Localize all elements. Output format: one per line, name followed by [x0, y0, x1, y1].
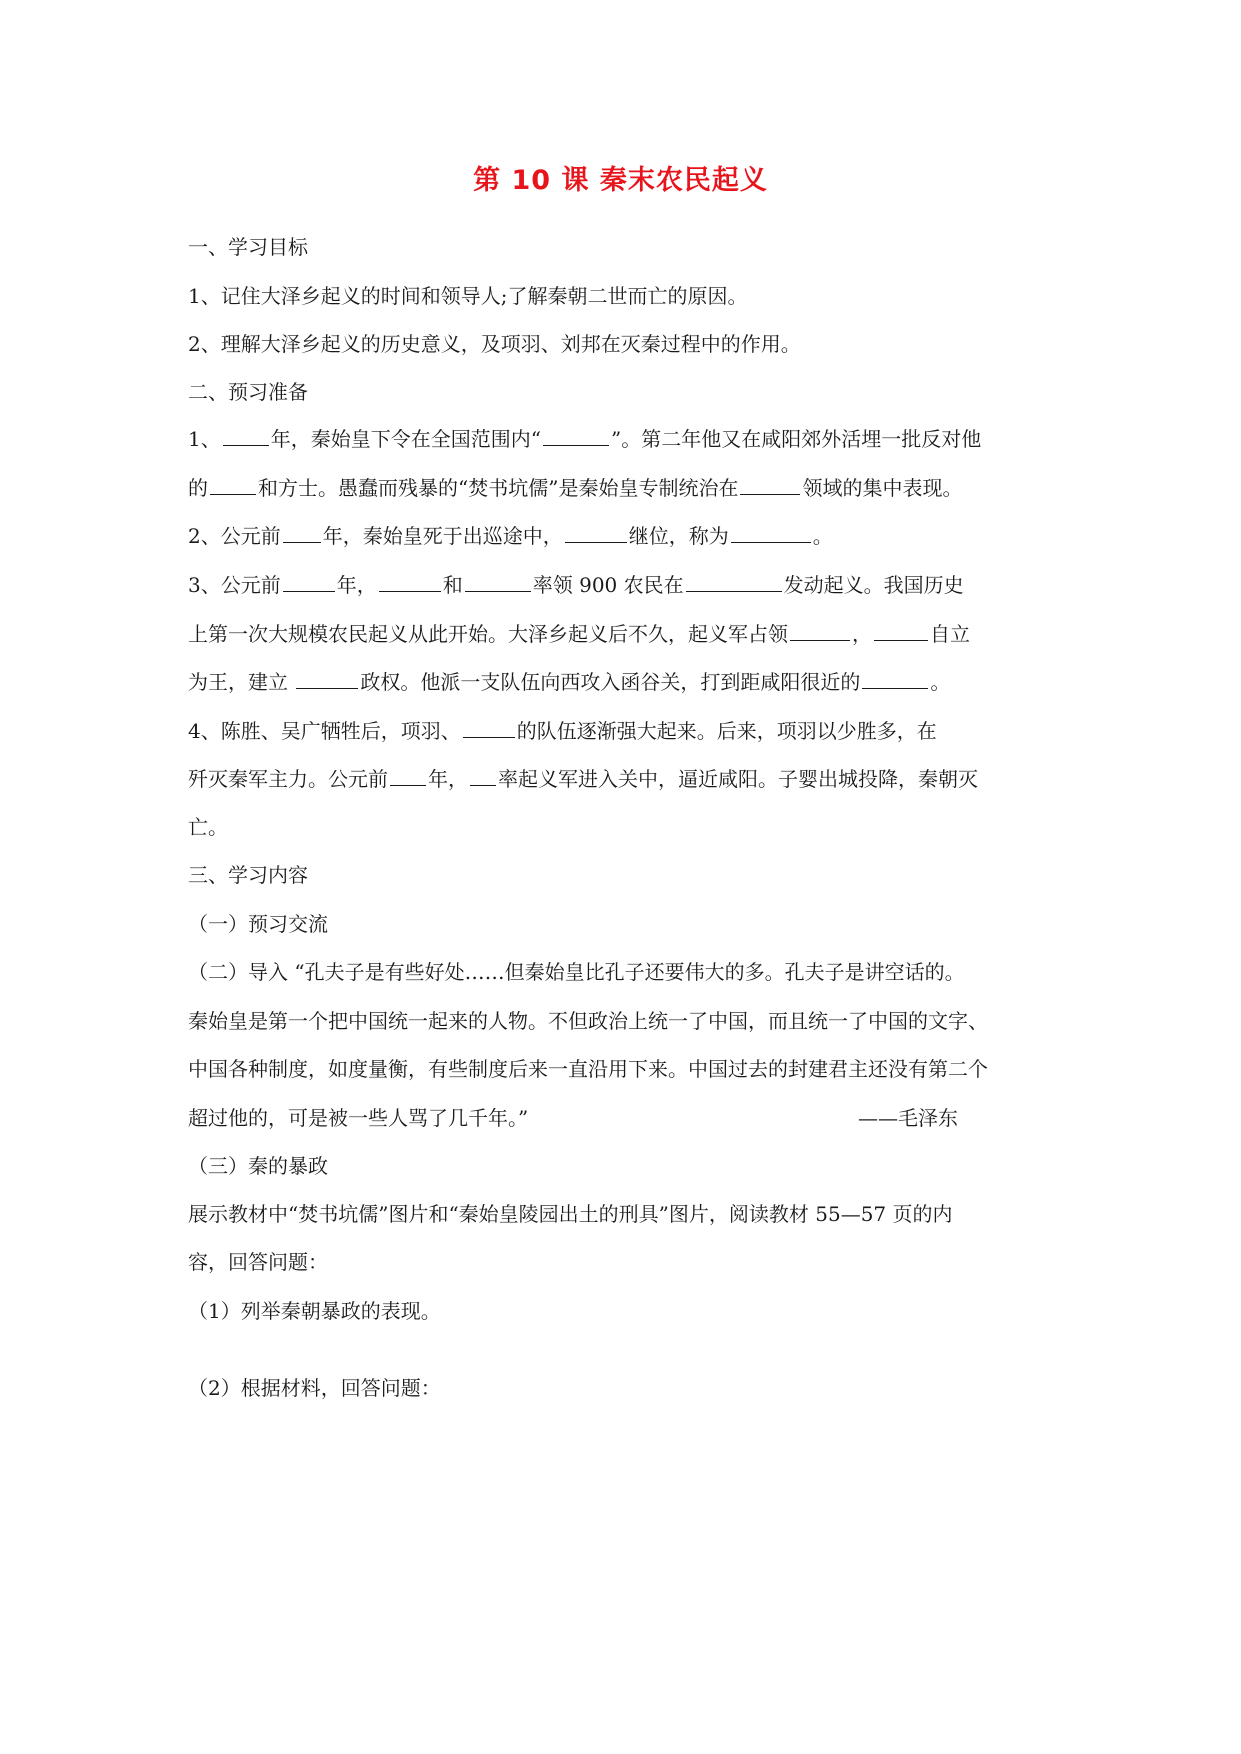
q4-text: 年，: [428, 767, 468, 791]
fill-blank[interactable]: [390, 767, 426, 786]
q4-text: 4、陈胜、吴广牺牲后，项羽、: [188, 719, 461, 743]
lesson-title: 第 10 课 秦末农民起义: [473, 165, 768, 196]
q3-text: 3、公元前: [188, 573, 281, 597]
preview-question-3-line-2: [188, 620, 970, 648]
fill-blank[interactable]: [543, 427, 609, 446]
q2-text: 继位，称为: [628, 524, 729, 548]
q4-text: 率起义军进入关中，逼近咸阳。子婴出城投降，秦朝灭: [498, 767, 978, 791]
fill-blank[interactable]: [210, 476, 256, 495]
section-heading-preview: 二、预习准备: [188, 380, 308, 404]
preview-question-1-line-1: [188, 425, 981, 453]
q3-text: ，: [852, 622, 872, 646]
fill-blank[interactable]: [470, 767, 496, 786]
content-part-2-line-1: （二）导入 “孔夫子是有些好处……但秦始皇比孔子还要伟大的多。孔夫子是讲空话的。: [188, 960, 965, 984]
fill-blank[interactable]: [463, 719, 515, 738]
content-part-1: （一）预习交流: [188, 912, 328, 936]
content-part-4-line-2: 容，回答问题：: [188, 1250, 328, 1274]
fill-blank[interactable]: [283, 524, 321, 543]
fill-blank[interactable]: [731, 524, 811, 543]
fill-blank[interactable]: [565, 524, 627, 543]
fill-blank[interactable]: [465, 573, 531, 592]
q1-text: 和方士。愚蠢而残暴的“焚书坑儒”是秦始皇专制统治在: [258, 476, 739, 500]
q3-text: 政权。他派一支队伍向西攻入函谷关，打到距咸阳很近的: [360, 670, 861, 694]
preview-question-3-line-1: [188, 571, 964, 599]
fill-blank[interactable]: [379, 573, 441, 592]
q2-text: 。: [812, 524, 833, 548]
content-part-3: （三）秦的暴政: [188, 1154, 328, 1178]
q1-text: ”。第二年他又在咸阳郊外活埋一批反对他: [610, 427, 982, 451]
objective-item-1: 1、记住大泽乡起义的时间和领导人;了解秦朝二世而亡的原因。: [188, 284, 748, 308]
preview-question-2: [188, 522, 833, 550]
q1-text: 的: [188, 476, 208, 500]
fill-blank[interactable]: [790, 622, 850, 641]
fill-blank[interactable]: [223, 427, 269, 446]
fill-blank[interactable]: [862, 670, 928, 689]
preview-question-4-line-1: [188, 717, 937, 745]
preview-question-3-line-3: [188, 668, 950, 696]
q2-text: 年，秦始皇死于出巡途中，: [322, 524, 563, 548]
content-part-2-line-2: 秦始皇是第一个把中国统一起来的人物。不但政治上统一了中国，而且统一了中国的文字、: [188, 1009, 988, 1033]
quote-attribution: ——毛泽东: [858, 1106, 958, 1130]
q1-text: 年，秦始皇下令在全国范围内“: [270, 427, 541, 451]
preview-question-4-line-2: [188, 765, 978, 793]
q3-text: 为王，建立: [188, 670, 295, 694]
content-part-2-line-3: 中国各种制度，如度量衡，有些制度后来一直沿用下来。中国过去的封建君主还没有第二个: [188, 1057, 988, 1081]
q3-text: 自立: [930, 622, 970, 646]
content-part-2-line-4: 超过他的，可是被一些人骂了几千年。”: [188, 1106, 529, 1130]
fill-blank[interactable]: [296, 670, 358, 689]
section-heading-content: 三、学习内容: [188, 863, 308, 887]
q1-text: 领域的集中表现。: [802, 476, 963, 500]
q3-text: 和: [442, 573, 463, 597]
q3-text: 率领 900 农民在: [532, 573, 684, 597]
q1-text: 1、: [188, 427, 221, 451]
fill-blank[interactable]: [283, 573, 335, 592]
fill-blank[interactable]: [874, 622, 928, 641]
fill-blank[interactable]: [740, 476, 800, 495]
fill-blank[interactable]: [686, 573, 782, 592]
q2-text: 2、公元前: [188, 524, 281, 548]
section-heading-objectives: 一、学习目标: [188, 235, 308, 259]
preview-question-1-line-2: [188, 474, 962, 502]
content-question-2: （2）根据材料，回答问题：: [188, 1376, 441, 1400]
q4-text: 歼灭秦军主力。公元前: [188, 767, 388, 791]
content-part-4-line-1: 展示教材中“焚书坑儒”图片和“秦始皇陵园出土的刑具”图片，阅读教材 55—57 页的内: [188, 1202, 953, 1226]
q3-text: 上第一次大规模农民起义从此开始。大泽乡起义后不久，起义军占领: [188, 622, 788, 646]
q3-text: 发动起义。我国历史: [783, 573, 964, 597]
preview-question-4-line-3: 亡。: [188, 815, 228, 839]
content-question-1: （1）列举秦朝暴政的表现。: [188, 1299, 441, 1323]
q3-text: 年，: [336, 573, 377, 597]
objective-item-2: 2、理解大泽乡起义的历史意义，及项羽、刘邦在灭秦过程中的作用。: [188, 332, 801, 356]
q3-text: 。: [930, 670, 951, 694]
q4-text: 的队伍逐渐强大起来。后来，项羽以少胜多，在: [516, 719, 937, 743]
